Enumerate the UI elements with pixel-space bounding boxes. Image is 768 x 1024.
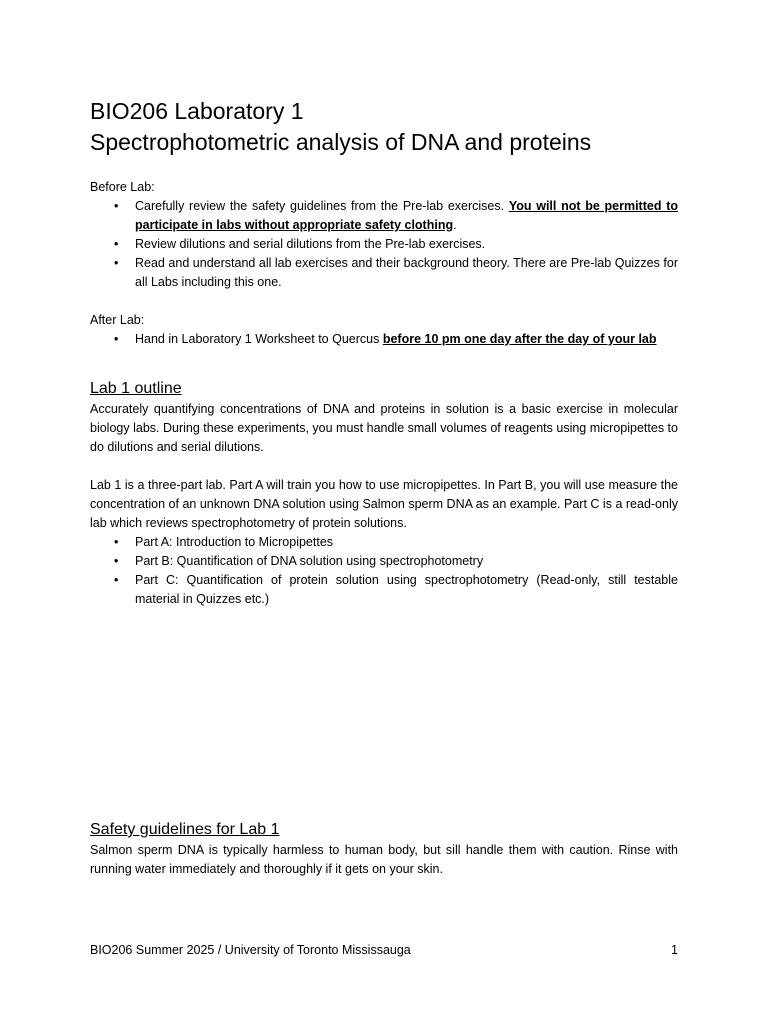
bullet-icon: • <box>114 573 119 587</box>
outline-paragraph-2: Lab 1 is a three-part lab. Part A will train you how to use micropipettes. In Part B, you will use measure the concentration of an unknown DNA solution using Salmon sperm DNA as an example. Part C is a read-only lab which reviews spectrophotometry of protein solutions. <box>90 478 678 530</box>
after-lab-label: After Lab: <box>90 313 145 327</box>
safety-heading: Safety guidelines for Lab 1 <box>90 821 280 838</box>
outline-heading: Lab 1 outline <box>90 380 182 397</box>
bullet-icon: • <box>114 199 119 213</box>
list-item: • Carefully review the safety guidelines from the Pre-lab exercises. You will not be permitted to participate in labs without appropriate safety clothing. <box>114 199 678 232</box>
before-lab-label: Before Lab: <box>90 180 155 194</box>
bullet-icon: • <box>114 237 119 251</box>
list-item: • Part B: Quantification of DNA solution using spectrophotometry <box>90 552 678 571</box>
bullet-icon: • <box>114 332 119 346</box>
deadline-text: before 10 pm one day after the day of your lab <box>382 332 657 346</box>
list-item: • Part A: Introduction to Micropipettes <box>90 533 678 552</box>
list-item: • Review dilutions and serial dilutions from the Pre-lab exercises. <box>90 235 678 254</box>
outline-paragraph-1: Accurately quantifying concentrations of DNA and proteins in solution is a basic exercise in molecular biology labs. During these experiments, you must handle small volumes of reagents using micropipettes to do dilutions and serial dilutions. <box>90 402 678 454</box>
outline-parts-list <box>90 533 678 609</box>
title-line-2: Spectrophotometric analysis of DNA and proteins <box>90 129 592 155</box>
bullet-icon: • <box>114 554 119 568</box>
after-lab-list <box>90 330 678 349</box>
safety-warning: You will not be permitted to participate in labs without appropriate safety clothing <box>135 199 678 232</box>
page-footer <box>90 941 678 959</box>
before-lab-list <box>90 197 678 292</box>
bullet-icon: • <box>114 256 119 270</box>
list-item: • Read and understand all lab exercises and their background theory. There are Pre-lab Quizzes for all Labs including this one. <box>114 256 678 289</box>
page-number: 1 <box>671 943 678 957</box>
safety-paragraph: Salmon sperm DNA is typically harmless to human body, but sill handle them with caution. Rinse with running water immediately and thoroughly if it gets on your skin. <box>90 843 678 876</box>
bullet-icon: • <box>114 535 119 549</box>
list-item: • Part C: Quantification of protein solution using spectrophotometry (Read-only, still testable material in Quizzes etc.) <box>114 573 678 606</box>
title-line-1: BIO206 Laboratory 1 <box>90 98 304 124</box>
document-page <box>90 96 678 879</box>
footer-text: BIO206 Summer 2025 / University of Toronto Mississauga <box>90 943 411 957</box>
list-item: • Hand in Laboratory 1 Worksheet to Quercus before 10 pm one day after the day of your lab <box>90 330 678 349</box>
